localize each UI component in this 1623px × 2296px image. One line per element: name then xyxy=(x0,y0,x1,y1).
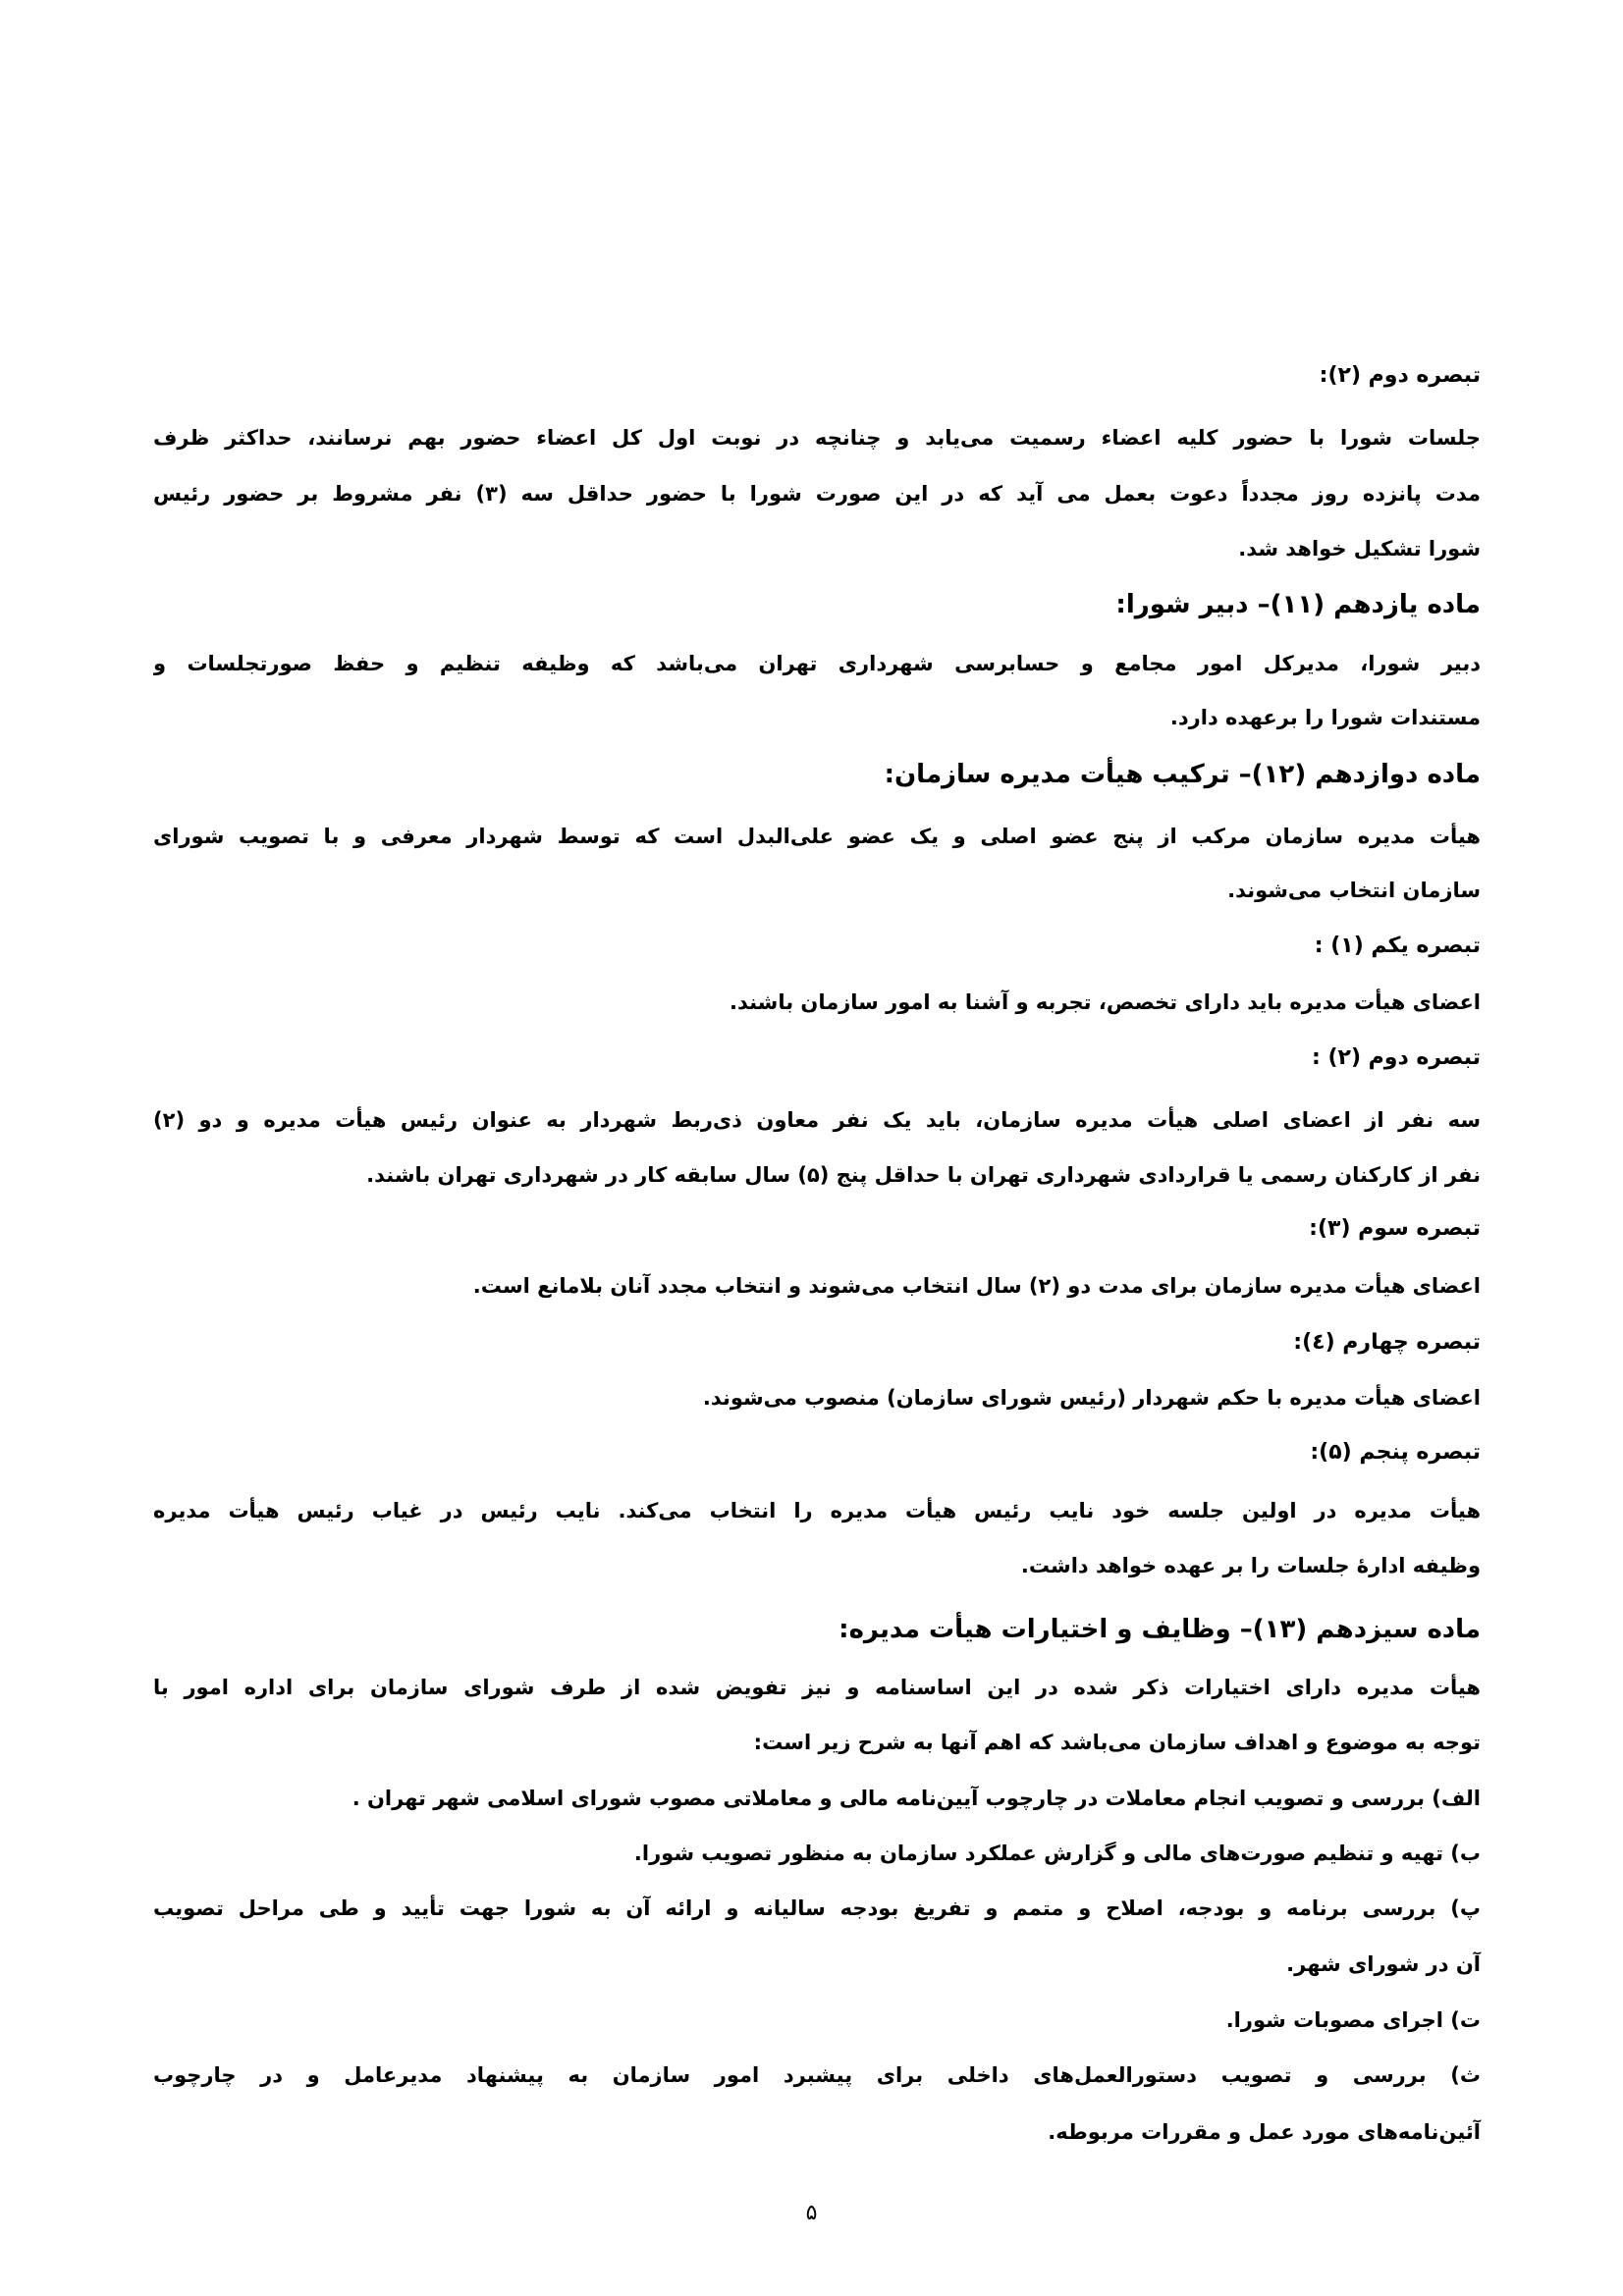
body-line: اعضای هیأت مدیره با حکم شهردار (رئیس شورای سازمان) منصوب می‌شوند. xyxy=(702,1386,1481,1410)
note-heading: تبصره سوم (۳): xyxy=(1309,1216,1481,1241)
body-line: سازمان انتخاب می‌شوند. xyxy=(1227,879,1481,902)
list-item: الف) بررسی و تصویب انجام معاملات در چارچوب آیین‌نامه مالی و معاملاتی مصوب شورای اسلامی شهر تهران . xyxy=(352,1787,1481,1810)
list-item: آن در شورای شهر. xyxy=(1286,1952,1481,1976)
body-line: سه نفر از اعضای اصلی هیأت مدیره سازمان، باید یک نفر معاون ذی‌ربط شهردار به عنوان رئیس هیأت مدیره و دو (۲) xyxy=(153,1108,1481,1132)
body-line: مدت پانزده روز مجدداً دعوت بعمل می آید که در این صورت شورا با حضور حداقل سه (۳) نفر مشروط بر حضور رئیس xyxy=(153,482,1481,506)
body-line: توجه به موضوع و اهداف سازمان می‌باشد که اهم آنها به شرح زیر است: xyxy=(753,1731,1481,1754)
article-heading: ماده یازدهم (۱۱)– دبیر شورا: xyxy=(1115,590,1481,619)
list-item: ت) اجرای مصوبات شورا. xyxy=(1225,2008,1481,2032)
note-heading: تبصره چهارم (٤): xyxy=(1293,1330,1481,1355)
note-heading: تبصره یکم (۱) : xyxy=(1314,934,1481,958)
body-line: هیأت مدیره دارای اختیارات ذکر شده در این اساسنامه و نیز تفویض شده از طرف شورای سازمان برای اداره امور با xyxy=(153,1676,1481,1699)
body-line: اعضای هیأت مدیره باید دارای تخصص، تجربه و آشنا به امور سازمان باشند. xyxy=(729,990,1481,1014)
body-line: دبیر شورا، مدیرکل امور مجامع و حسابرسی شهرداری تهران می‌باشد که وظیفه تنظیم و حفظ صورتجلسات و xyxy=(153,652,1481,675)
body-line: نفر از کارکنان رسمی یا قراردادی شهرداری تهران با حداقل پنج (۵) سال سابقه کار در شهرداری تهران باشند. xyxy=(366,1163,1481,1187)
body-line: شورا تشکیل خواهد شد. xyxy=(1238,537,1481,561)
list-item: آئین‌نامه‌های مورد عمل و مقررات مربوطه. xyxy=(1048,2120,1481,2144)
note-heading: تبصره دوم (۲): xyxy=(1319,363,1481,388)
list-item: ث) بررسی و تصویب دستورالعمل‌های داخلی برای پیشبرد امور سازمان به پیشنهاد مدیرعامل و در چارچوب xyxy=(153,2063,1481,2087)
body-line: اعضای هیأت مدیره سازمان برای مدت دو (۲) سال انتخاب می‌شوند و انتخاب مجدد آنان بلامانع است. xyxy=(472,1274,1481,1298)
note-heading: تبصره دوم (۲) : xyxy=(1311,1045,1481,1070)
note-heading: تبصره پنجم (۵): xyxy=(1310,1440,1481,1465)
list-item: پ) بررسی برنامه و بودجه، اصلاح و متمم و تفریغ بودجه سالیانه و ارائه آن به شورا جهت تأیید و طی مراحل تصویب xyxy=(153,1896,1481,1920)
body-line: هیأت مدیره سازمان مرکب از پنج عضو اصلی و یک عضو علی‌البدل است که توسط شهردار معرفی و با تصویب شورای xyxy=(153,825,1481,848)
page-number: ۵ xyxy=(805,2201,818,2225)
list-item: ب) تهیه و تنظیم صورت‌های مالی و گزارش عملکرد سازمان به منظور تصویب شورا. xyxy=(633,1842,1481,1865)
article-heading: ماده سیزدهم (۱۳)– وظایف و اختیارات هیأت مدیره: xyxy=(839,1615,1481,1644)
body-line: هیأت مدیره در اولین جلسه خود نایب رئیس هیأت مدیره را انتخاب می‌کند. نایب رئیس در غیاب رئیس هیأت مدیره xyxy=(153,1499,1481,1522)
body-line: وظیفه ادارهٔ جلسات را بر عهده خواهد داشت. xyxy=(1020,1554,1481,1577)
body-line: جلسات شورا با حضور کلیه اعضاء رسمیت می‌یابد و چنانچه در نوبت اول کل اعضاء حضور بهم نرسانند، حداکثر ظرف xyxy=(153,426,1481,450)
article-heading: ماده دوازدهم (۱۲)– ترکیب هیأت مدیره سازمان: xyxy=(884,760,1481,789)
body-line: مستندات شورا را برعهده دارد. xyxy=(1169,706,1481,729)
